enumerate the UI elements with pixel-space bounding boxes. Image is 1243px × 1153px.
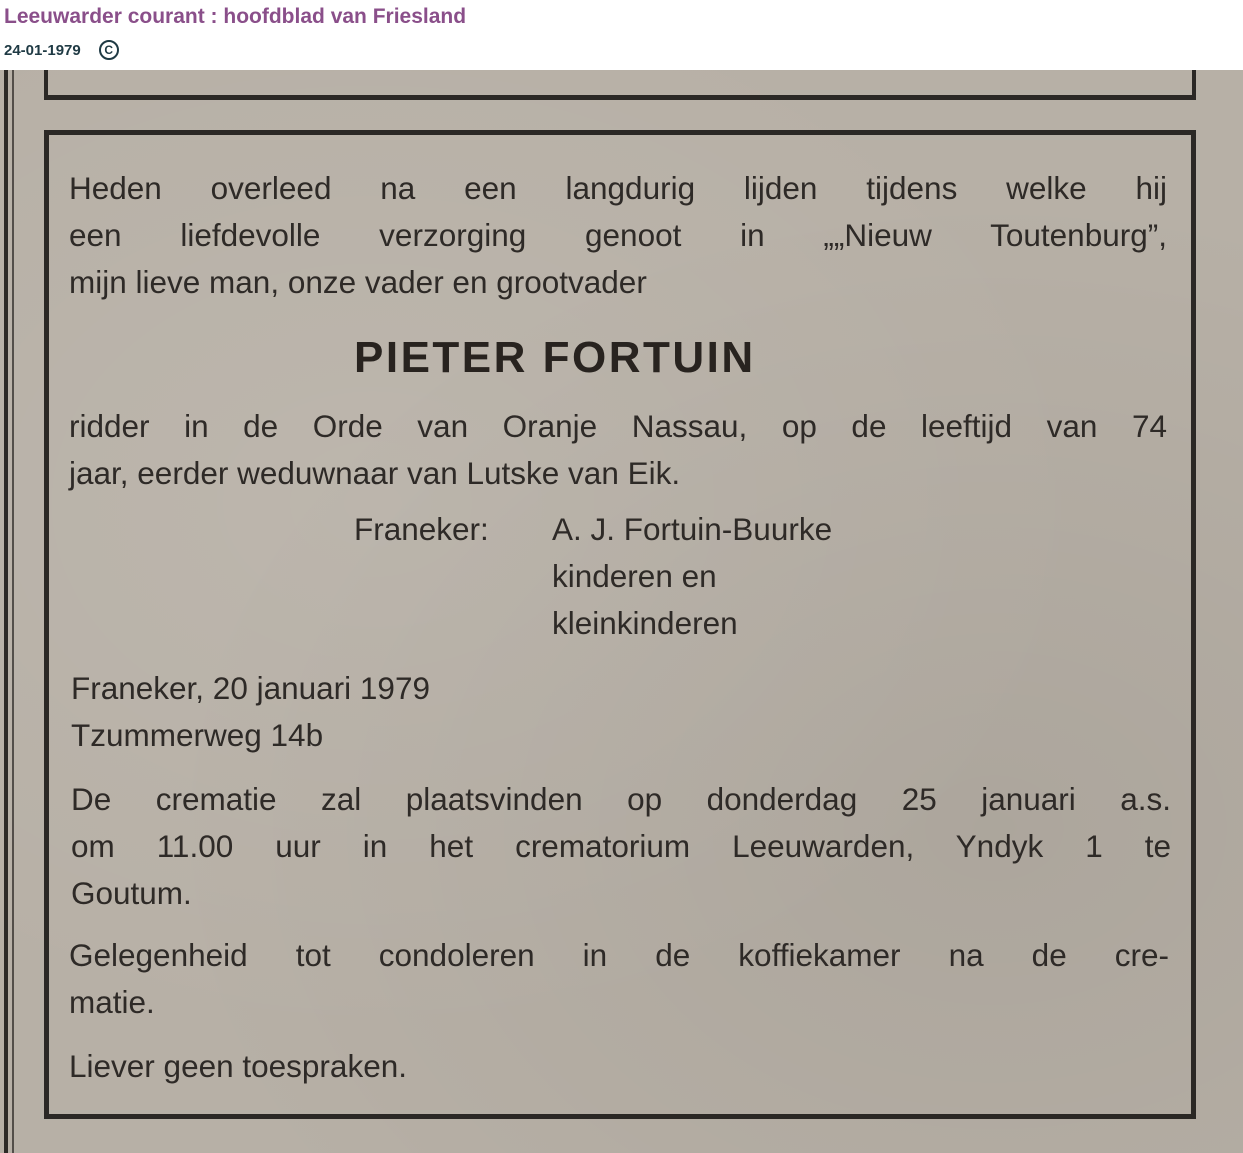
place-date: Franeker, 20 januari 1979 bbox=[71, 670, 430, 706]
condolence-line-1: Gelegenheid tot condoleren in de koffiekamer na de cre- bbox=[69, 937, 1169, 973]
copyright-icon[interactable]: C bbox=[99, 40, 119, 60]
intro-line-1: Heden overleed na een langdurig lijden tijdens welke hij bbox=[69, 170, 1167, 206]
cremation-line-3: Goutum. bbox=[71, 875, 192, 911]
signatory-line-3: kleinkinderen bbox=[552, 605, 738, 641]
signatory-line-1: A. J. Fortuin-Buurke bbox=[552, 511, 833, 547]
cremation-line-2: om 11.00 uur in het crematorium Leeuwarden, Yndyk 1 te bbox=[71, 828, 1171, 864]
newspaper-title[interactable]: Leeuwarder courant : hoofdblad van Friesland bbox=[4, 5, 467, 28]
title-line-1: ridder in de Orde van Oranje Nassau, op de leeftijd van 74 bbox=[69, 408, 1167, 444]
cremation-line-1: De crematie zal plaatsvinden op donderdag 25 januari a.s. bbox=[71, 781, 1171, 817]
deceased-name: PIETER FORTUIN bbox=[354, 333, 756, 382]
signatory-line-2: kinderen en bbox=[552, 558, 717, 594]
condolence-line-2: matie. bbox=[69, 984, 155, 1020]
address: Tzummerweg 14b bbox=[71, 717, 324, 753]
death-notice bbox=[44, 130, 1196, 1119]
column-rule bbox=[4, 70, 8, 1153]
viewer-header bbox=[0, 0, 1243, 70]
column-rule-inner bbox=[12, 70, 14, 1153]
date-row bbox=[4, 38, 119, 62]
previous-notice-border bbox=[44, 70, 1196, 100]
newspaper-clipping bbox=[0, 70, 1243, 1153]
intro-line-2: een liefdevolle verzorging genoot in „„Nieuw Toutenburg”, bbox=[69, 217, 1167, 253]
publication-date: 24-01-1979 bbox=[4, 41, 81, 59]
title-line-2: jaar, eerder weduwnaar van Lutske van Eik. bbox=[69, 455, 681, 491]
signatory-place: Franeker: bbox=[354, 511, 489, 547]
intro-line-3: mijn lieve man, onze vader en grootvader bbox=[69, 264, 647, 300]
closing-line: Liever geen toespraken. bbox=[69, 1048, 407, 1084]
